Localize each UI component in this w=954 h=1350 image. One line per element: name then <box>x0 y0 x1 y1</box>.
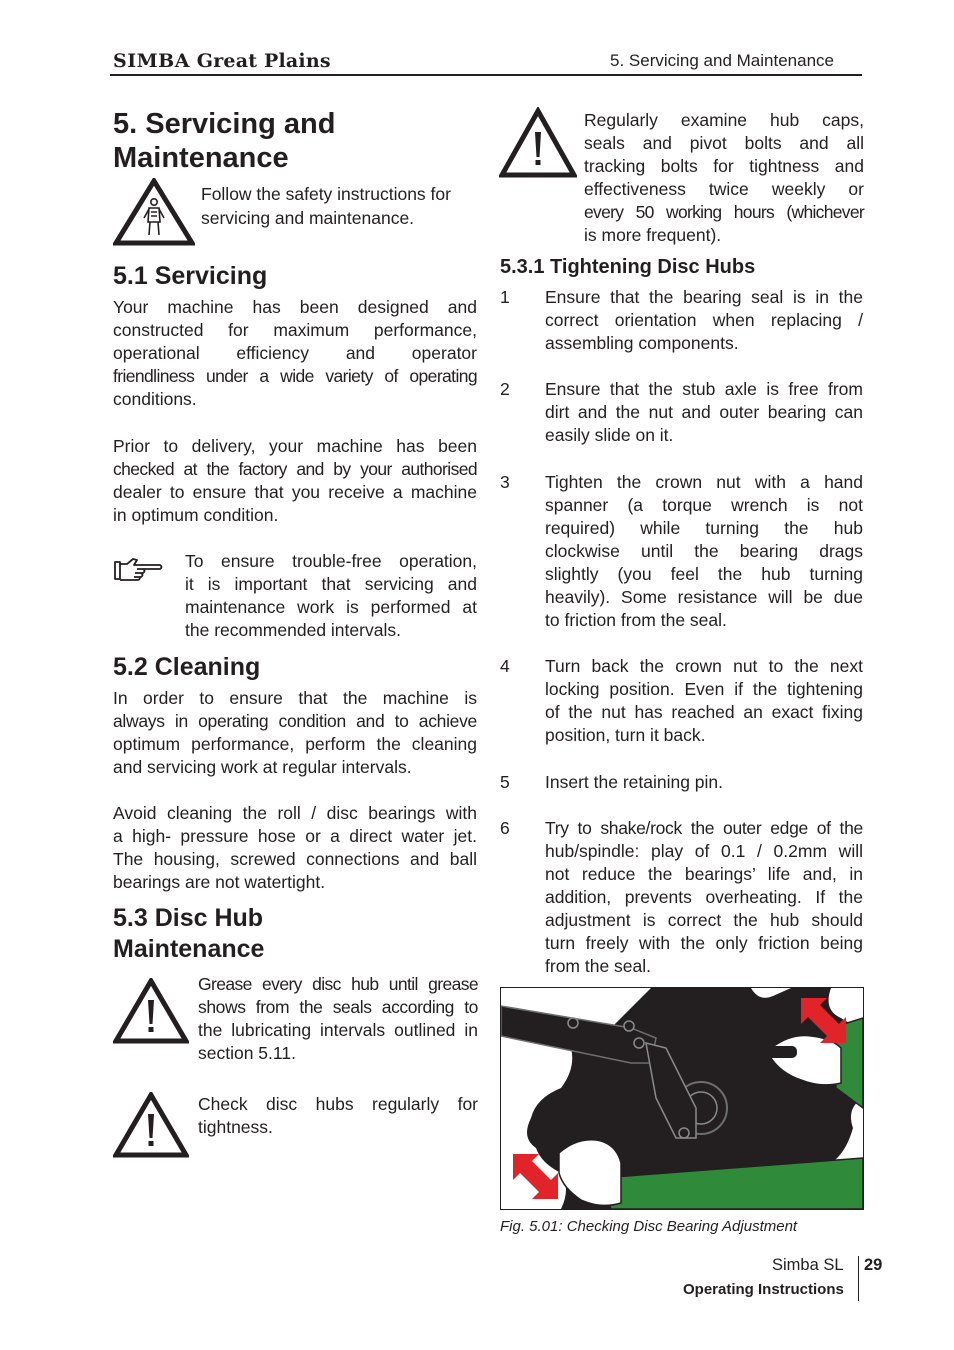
header-rule <box>110 74 862 76</box>
section-5-2-paragraph-2 <box>113 802 477 894</box>
text-line: optimum performance, perform the cleaning <box>113 734 477 754</box>
text-line: Tighten the crown nut with a hand <box>545 472 863 492</box>
text-line: not reduce the bearings’ life and, in <box>545 864 863 884</box>
step-text <box>545 378 863 447</box>
text-line: In order to ensure that the machine is <box>113 688 477 708</box>
page-title-line-1: 5. Servicing and <box>113 108 336 140</box>
note-text <box>185 550 477 642</box>
footer-divider <box>858 1256 859 1301</box>
text-line: shows from the seals according to <box>198 997 478 1017</box>
text-line: seals and pivot bolts and all <box>584 133 864 153</box>
section-5-3-heading <box>113 903 264 965</box>
section-5-3-1-heading-text: 5.3.1 Tightening Disc Hubs <box>500 256 756 278</box>
safety-line: servicing and maintenance. <box>201 208 415 228</box>
text-line: required) while turning the hub <box>545 518 863 538</box>
step-text <box>545 771 863 794</box>
text-line: Avoid cleaning the roll / disc bearings with <box>113 803 477 823</box>
safety-line: Follow the safety instructions for <box>201 184 451 204</box>
text-line: of the nut has reached an exact fixing <box>545 702 863 722</box>
text-line: Prior to delivery, your machine has been <box>113 436 477 456</box>
text-line: dirt and the nut and outer bearing can <box>545 402 863 422</box>
step-number: 5 <box>500 772 510 792</box>
disc-illustration <box>501 988 863 1209</box>
text-line: always in operating condition and to achieve <box>113 711 477 731</box>
text-line: to friction from the seal. <box>545 610 727 630</box>
safety-instruction-text <box>201 182 481 230</box>
text-line: Insert the retaining pin. <box>545 772 724 792</box>
text-line: Check disc hubs regularly for <box>198 1094 478 1114</box>
text-line: the recommended intervals. <box>185 620 401 640</box>
text-line: effectiveness twice weekly or <box>584 179 864 199</box>
brand-simba: SIMBA <box>113 50 190 72</box>
text-line: Regularly examine hub caps, <box>584 110 864 130</box>
text-line: Your machine has been designed and <box>113 297 477 317</box>
text-line: The housing, screwed connections and ball <box>113 849 477 869</box>
text-line: conditions. <box>113 389 197 409</box>
section-5-1-paragraph-1 <box>113 296 477 411</box>
text-line: easily slide on it. <box>545 425 674 445</box>
pointing-hand-icon <box>113 556 165 589</box>
text-line: bearings are not watertight. <box>113 872 326 892</box>
text-line: assembling components. <box>545 333 739 353</box>
text-line: Turn back the crown nut to the next <box>545 656 863 676</box>
text-line: Grease every disc hub until grease <box>198 974 478 994</box>
section-5-1-paragraph-2 <box>113 435 477 527</box>
text-line: and servicing work at regular intervals. <box>113 757 412 777</box>
text-line: correct orientation when replacing / <box>545 310 863 330</box>
warning-triangle-icon <box>113 1092 189 1163</box>
section-5-1-heading <box>113 261 267 292</box>
text-line: from the seal. <box>545 956 652 976</box>
text-line: maintenance work is performed at <box>185 597 477 617</box>
footer-subtitle: Operating Instructions <box>683 1281 844 1298</box>
page-title <box>113 107 483 175</box>
step-text <box>545 471 863 632</box>
text-line: tightness. <box>198 1117 273 1137</box>
text-line: tracking bolts for tightness and <box>584 156 864 176</box>
text-line: Try to shake/rock the outer edge of the <box>545 818 863 838</box>
text-line: position, turn it back. <box>545 725 706 745</box>
check-hubs-text <box>198 1093 478 1139</box>
section-5-3-heading-line-1: 5.3 Disc Hub <box>113 904 264 932</box>
brand-great-plains: Great Plains <box>196 50 331 72</box>
step-number: 3 <box>500 472 510 492</box>
page-title-line-2: Maintenance <box>113 142 289 174</box>
step-number: 4 <box>500 656 510 676</box>
text-line: turn freely with the only friction being <box>545 933 863 953</box>
section-5-3-heading-line-2: Maintenance <box>113 935 265 963</box>
safety-person-icon <box>113 178 195 251</box>
text-line: adjustment is correct the hub should <box>545 910 863 930</box>
text-line: it is important that servicing and <box>185 574 477 594</box>
page-number: 29 <box>864 1256 883 1274</box>
footer-product-name: Simba SL <box>772 1256 844 1274</box>
header-section-title: 5. Servicing and Maintenance <box>610 51 834 70</box>
warning-triangle-icon <box>113 978 189 1049</box>
text-line: clockwise until the bearing drags <box>545 541 863 561</box>
text-line: dealer to ensure that you receive a machine <box>113 482 477 502</box>
step-number: 2 <box>500 379 510 399</box>
text-line: a high- pressure hose or a direct water jet. <box>113 826 477 846</box>
section-5-1-heading-text: 5.1 Servicing <box>113 262 268 290</box>
brand-logo <box>113 50 331 72</box>
text-line: the lubricating intervals outlined in <box>198 1020 478 1040</box>
step-number: 1 <box>500 287 510 307</box>
text-line: locking position. Even if the tightening <box>545 679 863 699</box>
disc-bearing-figure <box>500 987 864 1210</box>
section-5-2-paragraph-1 <box>113 687 477 779</box>
text-line: section 5.11. <box>198 1043 296 1063</box>
text-line: is more frequent). <box>584 225 722 245</box>
step-number: 6 <box>500 818 510 838</box>
text-line: operational efficiency and operator <box>113 343 477 363</box>
step-text <box>545 817 863 978</box>
section-5-2-heading-text: 5.2 Cleaning <box>113 653 261 681</box>
text-line: constructed for maximum performance, <box>113 320 477 340</box>
text-line: every 50 working hours (whichever <box>584 202 864 222</box>
step-text <box>545 286 863 355</box>
hub-examination-warning-text <box>584 109 864 247</box>
text-line: Ensure that the bearing seal is in the <box>545 287 863 307</box>
section-5-2-heading <box>113 652 260 683</box>
step-text <box>545 655 863 747</box>
text-line: Ensure that the stub axle is free from <box>545 379 863 399</box>
text-line: hub/spindle: play of 0.1 / 0.2mm will <box>545 841 863 861</box>
text-line: friendliness under a wide variety of operating <box>113 366 477 386</box>
text-line: heavily). Some resistance will be due <box>545 587 863 607</box>
figure-caption: Fig. 5.01: Checking Disc Bearing Adjustment <box>500 1218 798 1235</box>
grease-instruction-text <box>198 973 478 1065</box>
text-line: checked at the factory and by your authorised <box>113 459 477 479</box>
section-5-3-1-heading <box>500 255 755 279</box>
text-line: spanner (a torque wrench is not <box>545 495 863 515</box>
text-line: To ensure trouble-free operation, <box>185 551 477 571</box>
warning-triangle-icon <box>499 107 577 184</box>
text-line: in optimum condition. <box>113 505 279 525</box>
text-line: slightly (you feel the hub turning <box>545 564 863 584</box>
text-line: addition, prevents overheating. If the <box>545 887 863 907</box>
